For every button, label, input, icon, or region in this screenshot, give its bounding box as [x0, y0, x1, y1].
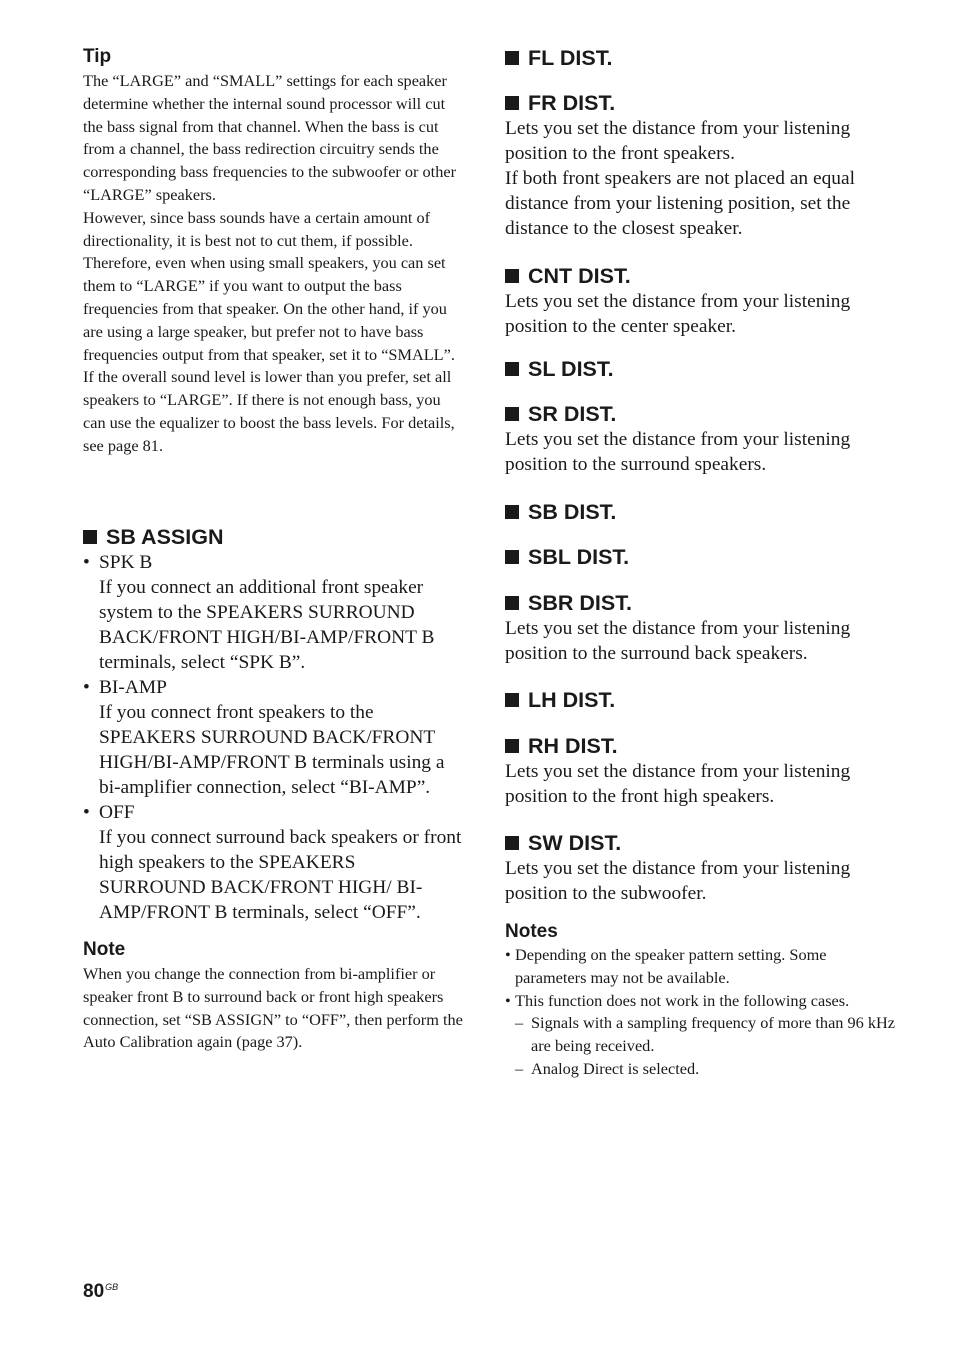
square-bullet-icon	[505, 693, 519, 707]
tip-paragraph: The “LARGE” and “SMALL” settings for each speaker determine whether the internal sound processor will cut the bass signal from that channel. When the bass is cut from a channel, the bass redirection circuitry sends the corresponding bass frequencies to the subwoofer or other “LARGE” speakers.	[83, 71, 456, 204]
list-item	[505, 944, 895, 990]
square-bullet-icon	[505, 505, 519, 519]
notes-label: Notes	[505, 921, 558, 942]
option-name: BI-AMP	[99, 677, 167, 698]
fr-dist-text-2: If both front speakers are not placed an equal distance from your listening position, set the distance to the closest speaker.	[505, 168, 855, 239]
heading-text: SB ASSIGN	[106, 525, 224, 549]
cnt-dist-heading	[505, 263, 895, 289]
sbr-dist-section	[505, 590, 895, 666]
bullet-icon: •	[505, 945, 511, 964]
list-item	[505, 990, 895, 1013]
tip-body	[83, 70, 463, 458]
note-item-text: Depending on the speaker pattern setting. Some parameters may not be available.	[515, 945, 827, 987]
sl-dist-heading	[505, 356, 614, 382]
list-item	[505, 1012, 895, 1058]
note-label: Note	[83, 939, 126, 960]
rh-dist-section	[505, 733, 895, 809]
square-bullet-icon	[505, 550, 519, 564]
square-bullet-icon	[83, 530, 97, 544]
page-number-value: 80	[83, 1281, 105, 1302]
square-bullet-icon	[505, 596, 519, 610]
page-number	[83, 1281, 118, 1303]
note-subitem-text: Analog Direct is selected.	[531, 1058, 700, 1078]
heading-text: SBL DIST.	[528, 545, 630, 569]
option-item	[83, 800, 463, 925]
dash-icon: –	[515, 1013, 524, 1033]
square-bullet-icon	[505, 739, 519, 753]
sr-dist-heading	[505, 401, 895, 427]
sb-assign-options	[83, 550, 463, 925]
heading-text: SW DIST.	[528, 831, 622, 855]
heading-text: LH DIST.	[528, 688, 616, 712]
rh-dist-text: Lets you set the distance from your listening position to the front high speakers.	[505, 761, 851, 807]
sb-assign-section	[83, 524, 463, 925]
notes-section	[505, 920, 895, 1081]
rh-dist-heading	[505, 733, 895, 759]
dash-icon: –	[515, 1058, 524, 1078]
square-bullet-icon	[505, 96, 519, 110]
notes-sublist	[505, 1012, 895, 1080]
bullet-icon: •	[83, 552, 90, 573]
sb-assign-heading	[83, 524, 463, 550]
sr-dist-section	[505, 401, 895, 477]
square-bullet-icon	[505, 51, 519, 65]
fr-dist-text: Lets you set the distance from your listening position to the front speakers.	[505, 118, 851, 164]
tip-paragraph: However, since bass sounds have a certain amount of directionality, it is best not to cut them, if possible. Therefore, even when using small speakers, you can set them to “LARGE” if you want to output the bass frequencies from that speaker. On the other hand, if you are using a large speaker, but prefer not to have bass frequencies output from that speaker, set it to “SMALL”.	[83, 207, 455, 364]
heading-text: SL DIST.	[528, 357, 614, 381]
lh-dist-heading	[505, 687, 615, 713]
heading-text: SB DIST.	[528, 500, 617, 524]
sbr-dist-heading	[505, 590, 895, 616]
bullet-icon: •	[83, 802, 90, 823]
sw-dist-text: Lets you set the distance from your listening position to the subwoofer.	[505, 858, 851, 904]
sbr-dist-text: Lets you set the distance from your listening position to the surround back speakers.	[505, 618, 851, 664]
fl-dist-heading	[505, 45, 612, 71]
option-item	[83, 675, 463, 800]
fr-dist-section	[505, 90, 895, 241]
option-name: SPK B	[99, 552, 153, 573]
sbl-dist-heading	[505, 544, 629, 570]
sb-dist-heading	[505, 499, 616, 525]
heading-text: SR DIST.	[528, 402, 617, 426]
heading-text: RH DIST.	[528, 734, 618, 758]
square-bullet-icon	[505, 836, 519, 850]
sw-dist-heading	[505, 830, 895, 856]
fr-dist-heading	[505, 90, 895, 116]
option-description: If you connect an additional front speaker system to the SPEAKERS SURROUND BACK/FRONT HIGH/BI-AMP/FRONT B terminals, select “SPK B”.	[99, 577, 435, 673]
note-text: When you change the connection from bi-amplifier or speaker front B to surround back or front high speakers connection, set “SB ASSIGN” to “OFF”, then perform the Auto Calibration again (page 37).	[83, 964, 463, 1052]
sw-dist-section	[505, 830, 895, 906]
square-bullet-icon	[505, 269, 519, 283]
option-description: If you connect front speakers to the SPEAKERS SURROUND BACK/FRONT HIGH/BI-AMP/FRONT B terminals using a bi-amplifier connection, select “BI-AMP”.	[99, 702, 445, 798]
heading-text: CNT DIST.	[528, 264, 631, 288]
heading-text: FL DIST.	[528, 46, 613, 70]
heading-text: SBR DIST.	[528, 591, 632, 615]
square-bullet-icon	[505, 362, 519, 376]
notes-list	[505, 944, 895, 1012]
tip-paragraph: If the overall sound level is lower than you prefer, set all speakers to “LARGE”. If there is not enough bass, you can use the equalizer to boost the bass levels. For details, see page 81.	[83, 367, 455, 455]
bullet-icon: •	[83, 677, 90, 698]
bullet-icon: •	[505, 990, 511, 1010]
note-item-text: This function does not work in the following cases.	[515, 990, 850, 1010]
note-subitem-text: Signals with a sampling frequency of more than 96 kHz are being received.	[531, 1013, 895, 1056]
sr-dist-text: Lets you set the distance from your listening position to the surround speakers.	[505, 429, 851, 475]
list-item	[505, 1058, 895, 1081]
square-bullet-icon	[505, 407, 519, 421]
region-code: GB	[105, 1282, 119, 1292]
cnt-dist-section	[505, 263, 895, 339]
tip-label: Tip	[83, 46, 112, 67]
heading-text: FR DIST.	[528, 91, 616, 115]
option-name: OFF	[99, 802, 135, 823]
option-description: If you connect surround back speakers or front high speakers to the SPEAKERS SURROUND BACK/FRONT HIGH/ BI-AMP/FRONT B terminals, select “OFF”.	[99, 827, 462, 923]
option-item	[83, 550, 463, 675]
cnt-dist-text: Lets you set the distance from your listening position to the center speaker.	[505, 291, 851, 337]
